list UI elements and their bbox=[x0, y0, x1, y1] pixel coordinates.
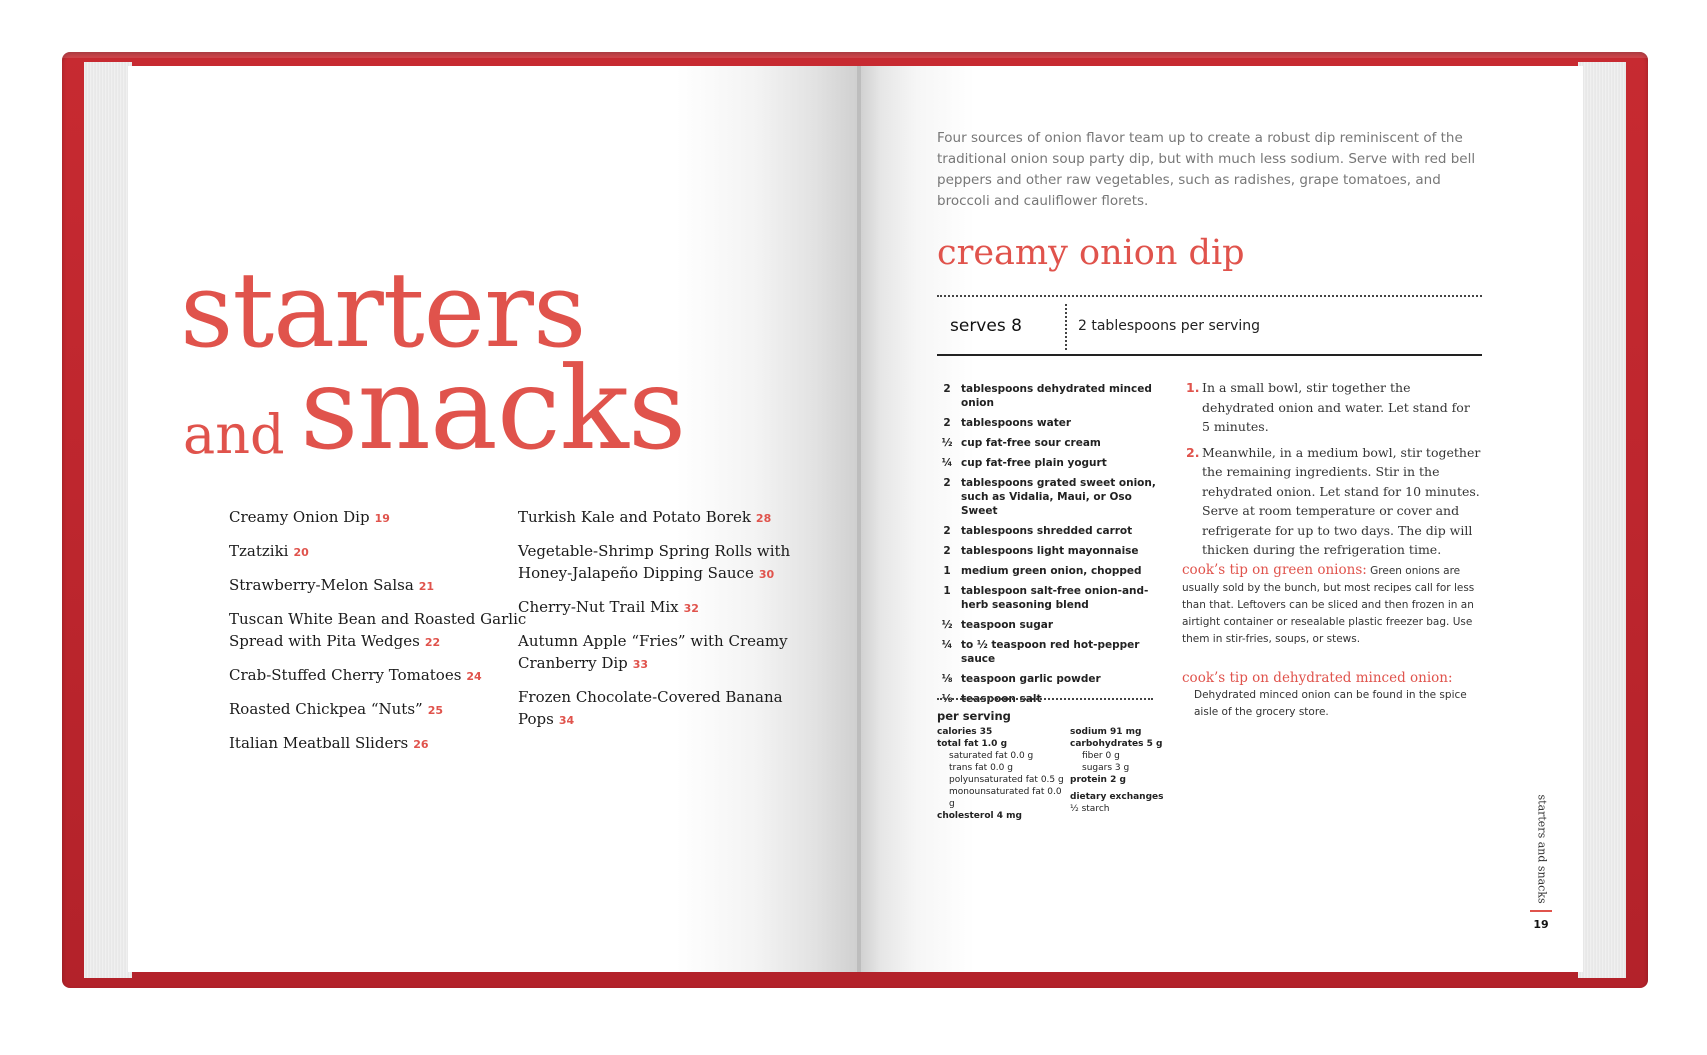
step-number: 1. bbox=[1186, 380, 1200, 395]
ingredient-qty: ⅛ bbox=[941, 693, 953, 705]
toc-entry-title: Creamy Onion Dip bbox=[229, 508, 370, 526]
ingredient-qty: 2 bbox=[943, 545, 951, 557]
ingredient-desc: medium green onion, chopped bbox=[961, 565, 1142, 577]
toc-entry-page: 22 bbox=[424, 636, 441, 649]
ingredient-desc: cup fat-free sour cream bbox=[961, 437, 1101, 449]
nutrition-trans-fat: trans fat 0.0 g bbox=[949, 763, 1013, 773]
toc-entry bbox=[229, 506, 529, 530]
page-number: 19 bbox=[1533, 918, 1549, 931]
toc-entry-title: Italian Meatball Sliders bbox=[229, 734, 409, 752]
toc-entry-page: 33 bbox=[632, 658, 649, 671]
step-text: In a small bowl, stir together the dehydrated onion and water. Let stand for 5 minutes. bbox=[1202, 380, 1470, 434]
toc-entry-title: Vegetable-Shrimp Spring Rolls with Honey-Jalapeño Dipping Sauce bbox=[518, 542, 791, 582]
nutrition-heading: per serving bbox=[937, 709, 1011, 723]
ingredient-desc: tablespoons dehydrated minced onion bbox=[961, 383, 1152, 409]
toc-entry bbox=[229, 664, 529, 688]
ingredient-item bbox=[937, 382, 1162, 410]
ingredient-desc: tablespoons grated sweet onion, such as Vidalia, Maui, or Oso Sweet bbox=[961, 477, 1156, 517]
toc-entry-title: Cherry-Nut Trail Mix bbox=[518, 598, 679, 616]
ingredient-desc: teaspoon salt bbox=[961, 693, 1042, 705]
toc-entry-page: 24 bbox=[466, 670, 482, 683]
toc-entry-page: 34 bbox=[558, 714, 575, 727]
nutrition-mono-fat: monounsaturated fat 0.0 g bbox=[949, 787, 1062, 809]
nutrition-saturated-fat: saturated fat 0.0 g bbox=[949, 751, 1034, 761]
chapter-title-and: and bbox=[183, 403, 285, 466]
toc-entry bbox=[518, 540, 808, 586]
tip-label: cook’s tip on dehydrated minced onion: bbox=[1182, 670, 1453, 686]
nutrition-calories: calories 35 bbox=[937, 727, 993, 737]
nutrition-exchanges-heading: dietary exchanges bbox=[1070, 792, 1164, 802]
footer-accent-line bbox=[1530, 910, 1552, 912]
recipe-title: creamy onion dip bbox=[937, 233, 1245, 273]
tip-label: cook’s tip on green onions: bbox=[1182, 562, 1367, 578]
ingredient-desc: tablespoon salt-free onion-and-herb seasoning blend bbox=[961, 585, 1149, 611]
nutrition-cholesterol: cholesterol 4 mg bbox=[937, 811, 1022, 821]
ingredient-item bbox=[937, 436, 1162, 450]
toc-entry-title: Crab-Stuffed Cherry Tomatoes bbox=[229, 666, 462, 684]
toc-entry bbox=[229, 608, 529, 654]
toc-entry-title: Turkish Kale and Potato Borek bbox=[518, 508, 751, 526]
ingredient-qty: ¼ bbox=[941, 639, 953, 651]
book-gutter bbox=[857, 66, 861, 972]
ingredient-item bbox=[937, 584, 1162, 612]
nutrition-panel bbox=[937, 710, 1177, 822]
ingredient-desc: teaspoon garlic powder bbox=[961, 673, 1101, 685]
serves-divider bbox=[1065, 304, 1067, 350]
step-text: Meanwhile, in a medium bowl, stir together the remaining ingredients. Stir in the rehydrated onion. Let stand for 10 minutes. Serve at room temperature or cover and refrigerate for up to two days. The dip will thicken during the refrigeration time. bbox=[1202, 444, 1481, 557]
tip-text: Dehydrated minced onion can be found in the spice aisle of the grocery store. bbox=[1194, 689, 1467, 718]
ingredient-qty: ½ bbox=[941, 619, 953, 631]
chapter-title-snacks: snacks bbox=[300, 342, 686, 475]
ingredient-qty: 1 bbox=[943, 565, 951, 577]
left-page-edges bbox=[84, 62, 132, 978]
running-footer bbox=[1530, 794, 1550, 908]
ingredient-desc: cup fat-free plain yogurt bbox=[961, 457, 1107, 469]
toc-entry-page: 20 bbox=[293, 546, 309, 559]
toc-entry bbox=[518, 596, 808, 620]
recipe-step bbox=[1186, 378, 1481, 437]
nutrition-dotted-rule bbox=[937, 698, 1153, 700]
toc-entry bbox=[518, 506, 808, 530]
ingredient-desc: teaspoon sugar bbox=[961, 619, 1054, 631]
toc-entry-title: Tzatziki bbox=[229, 542, 289, 560]
recipe-intro: Four sources of onion flavor team up to create a robust dip reminiscent of the traditional onion soup party dip, but with much less sodium. Serve with red bell peppers and other raw vegetables, such as radishes, grape tomatoes, and broccoli and cauliflower florets. bbox=[937, 130, 1476, 209]
nutrition-exchanges: ½ starch bbox=[1070, 804, 1110, 814]
recipe-step bbox=[1186, 443, 1481, 560]
toc-entry bbox=[518, 686, 808, 732]
ingredient-desc: to ½ teaspoon red hot-pepper sauce bbox=[961, 639, 1140, 665]
ingredient-qty: 2 bbox=[943, 525, 951, 537]
chapter-title-starters: starters bbox=[180, 249, 586, 371]
section-name: starters and snacks bbox=[1535, 794, 1549, 904]
toc-entry-title: Tuscan White Bean and Roasted Garlic Spread with Pita Wedges bbox=[229, 610, 527, 650]
ingredient-qty: ⅛ bbox=[941, 673, 953, 685]
ingredient-item bbox=[937, 638, 1162, 666]
toc-entry-title: Autumn Apple “Fries” with Creamy Cranberry Dip bbox=[518, 632, 788, 672]
nutrition-protein: protein 2 g bbox=[1070, 775, 1126, 785]
nutrition-poly-fat: polyunsaturated fat 0.5 g bbox=[949, 775, 1064, 785]
toc-entry-page: 25 bbox=[427, 704, 444, 717]
ingredient-qty: 2 bbox=[943, 383, 951, 395]
nutrition-fiber: fiber 0 g bbox=[1082, 751, 1120, 761]
ingredient-list bbox=[937, 382, 1162, 712]
ingredient-item bbox=[937, 524, 1162, 538]
serves-count: serves 8 bbox=[950, 316, 1022, 336]
toc-entry-title: Roasted Chickpea “Nuts” bbox=[229, 700, 423, 718]
ingredient-item bbox=[937, 618, 1162, 632]
serves-rule bbox=[937, 354, 1482, 356]
toc-entry-page: 28 bbox=[755, 512, 772, 525]
title-dotted-rule bbox=[937, 295, 1482, 297]
toc-column-2 bbox=[518, 506, 808, 742]
ingredient-qty: ½ bbox=[941, 437, 953, 449]
toc-entry bbox=[518, 630, 808, 676]
toc-entry-title: Frozen Chocolate-Covered Banana Pops bbox=[518, 688, 783, 728]
toc-entry-page: 32 bbox=[683, 602, 699, 615]
recipe-steps bbox=[1186, 378, 1481, 566]
ingredient-desc: tablespoons shredded carrot bbox=[961, 525, 1133, 537]
nutrition-sugars: sugars 3 g bbox=[1082, 763, 1130, 773]
right-page-edges bbox=[1578, 62, 1626, 978]
step-number: 2. bbox=[1186, 444, 1200, 460]
ingredient-desc: tablespoons light mayonnaise bbox=[961, 545, 1139, 557]
toc-entry bbox=[229, 732, 529, 756]
ingredient-qty: ¼ bbox=[941, 457, 953, 469]
ingredient-item bbox=[937, 564, 1162, 578]
cooks-tip-dehydrated-onion bbox=[1182, 670, 1482, 721]
ingredient-qty: 1 bbox=[943, 585, 951, 597]
ingredient-desc: tablespoons water bbox=[961, 417, 1072, 429]
ingredient-item bbox=[937, 544, 1162, 558]
toc-entry-title: Strawberry-Melon Salsa bbox=[229, 576, 414, 594]
ingredient-item bbox=[937, 672, 1162, 686]
ingredient-item bbox=[937, 456, 1162, 470]
cooks-tip-green-onions bbox=[1182, 562, 1482, 648]
ingredient-qty: 2 bbox=[943, 477, 951, 489]
nutrition-sodium: sodium 91 mg bbox=[1070, 727, 1142, 737]
toc-entry-page: 30 bbox=[758, 568, 775, 581]
tip-text: Green onions are usually sold by the bunch, but most recipes call for less than that. Leftovers can be sliced and then frozen in an airtight container or resealable plastic freezer bag. Use them in stir-fries, soups, or stews. bbox=[1182, 565, 1475, 645]
toc-entry-page: 21 bbox=[418, 580, 435, 593]
toc-entry bbox=[229, 540, 529, 564]
toc-entry bbox=[229, 698, 529, 722]
toc-entry bbox=[229, 574, 529, 598]
nutrition-total-fat: total fat 1.0 g bbox=[937, 739, 1008, 749]
toc-column-1 bbox=[229, 506, 529, 766]
serving-size: 2 tablespoons per serving bbox=[1078, 318, 1261, 334]
toc-entry-page: 26 bbox=[413, 738, 429, 751]
toc-entry-page: 19 bbox=[374, 512, 390, 525]
ingredient-item bbox=[937, 416, 1162, 430]
ingredient-item bbox=[937, 476, 1162, 518]
ingredient-qty: 2 bbox=[943, 417, 951, 429]
nutrition-carbohydrates: carbohydrates 5 g bbox=[1070, 739, 1163, 749]
